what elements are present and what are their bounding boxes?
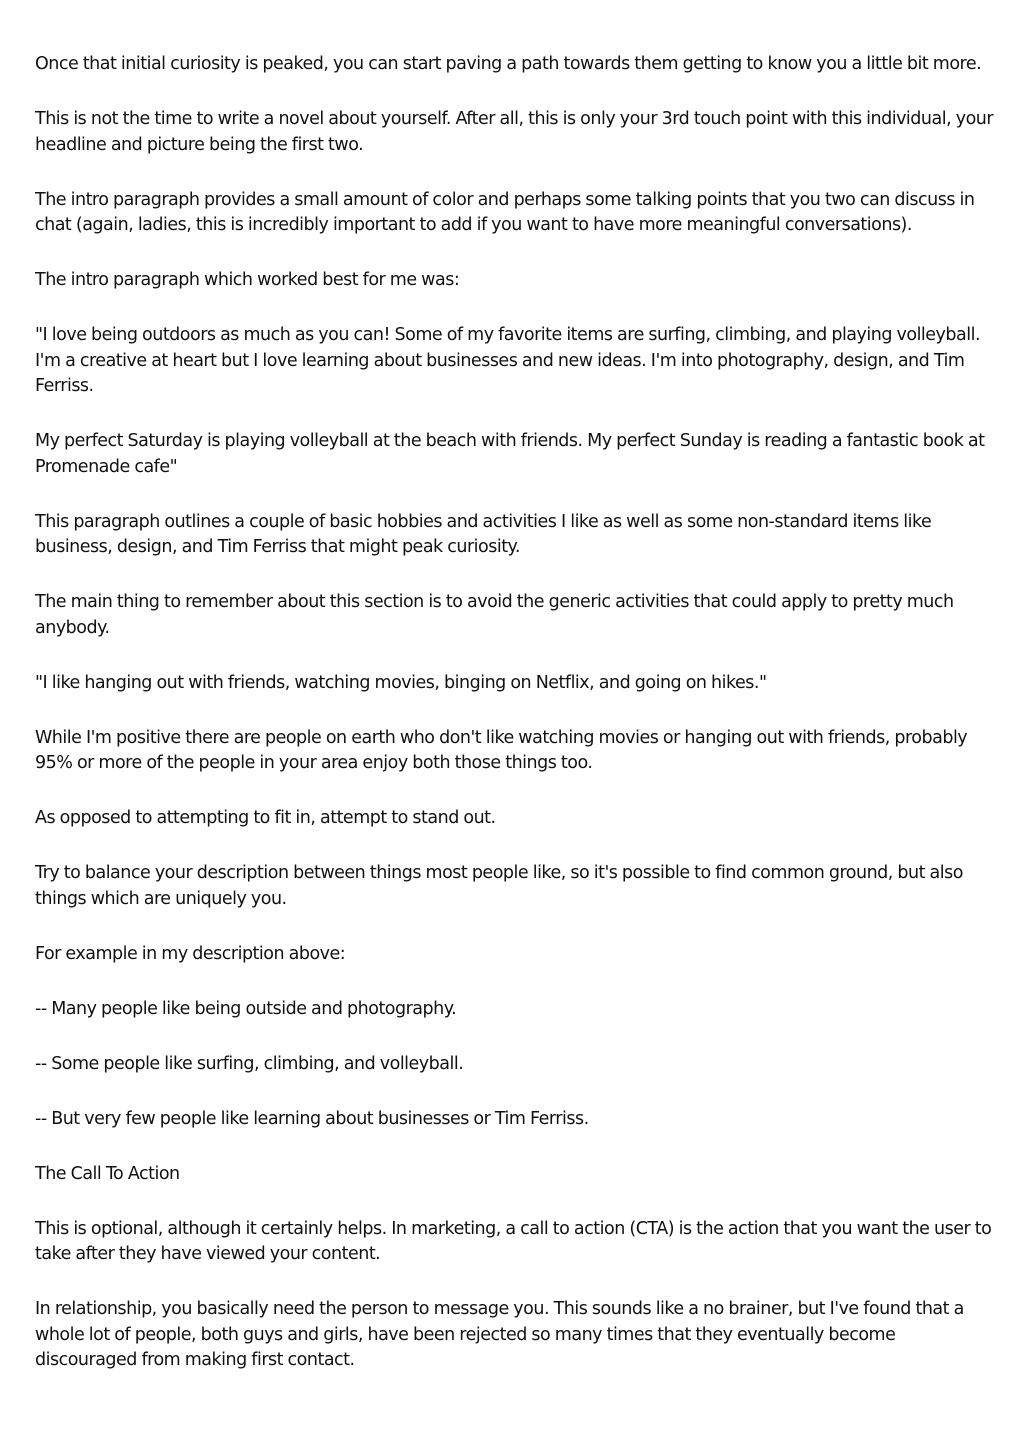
- paragraph-relationship-message: In relationship, you basically need the person to message you. This sounds like a no brainer, but I've found that a whole lot of people, both guys and girls, have been rejected so many times that they eventually become discouraged from making first contact.: [35, 1299, 964, 1370]
- paragraph-common-things: While I'm positive there are people on earth who don't like watching movies or hanging out with friends, probably 95% or more of the people in your area enjoy both those things too.: [35, 727, 968, 773]
- quote-intro-example-continued: My perfect Saturday is playing volleyball at the beach with friends. My perfect Sunday is reading a fantastic book at Promenade cafe": [35, 431, 985, 477]
- paragraph-stand-out: As opposed to attempting to fit in, attempt to stand out.: [35, 808, 496, 828]
- paragraph-curiosity: Once that initial curiosity is peaked, you can start paving a path towards them getting to know you a little bit more.: [35, 54, 982, 74]
- section-heading-call-to-action: The Call To Action: [35, 1163, 180, 1184]
- list-item-few-people: -- But very few people like learning about businesses or Tim Ferriss.: [35, 1108, 589, 1129]
- paragraph-intro-color: The intro paragraph provides a small amount of color and perhaps some talking points that you two can discuss in chat (again, ladies, this is incredibly important to add if you want to have more meaningful conversations).: [35, 189, 975, 235]
- quote-intro-example: "I love being outdoors as much as you can! Some of my favorite items are surfing, climbing, and playing volleyball. I'm a creative at heart but I love learning about businesses and new ideas. I'm into photography, design, and Tim Ferriss.: [35, 325, 981, 396]
- paragraph-balance: Try to balance your description between things most people like, so it's possible to find common ground, but also things which are uniquely you.: [35, 863, 963, 909]
- quote-generic-example: "I like hanging out with friends, watching movies, binging on Netflix, and going on hikes.": [35, 672, 767, 693]
- paragraph-intro-worked-best: The intro paragraph which worked best for me was:: [35, 270, 460, 290]
- paragraph-outline-hobbies: This paragraph outlines a couple of basic hobbies and activities I like as well as some non-standard items like business, design, and Tim Ferriss that might peak curiosity.: [35, 511, 932, 557]
- paragraph-avoid-generic: The main thing to remember about this section is to avoid the generic activities that could apply to pretty much anybody.: [35, 592, 954, 638]
- paragraph-cta-optional: This is optional, although it certainly helps. In marketing, a call to action (CTA) is the action that you want the user to take after they have viewed your content.: [35, 1218, 992, 1264]
- paragraph-example-intro: For example in my description above:: [35, 943, 346, 964]
- list-item-some-people: -- Some people like surfing, climbing, and volleyball.: [35, 1053, 464, 1074]
- paragraph-not-a-novel: This is not the time to write a novel about yourself. After all, this is only your 3rd touch point with this individual, your headline and picture being the first two.: [35, 109, 994, 155]
- document-body: [35, 52, 995, 1403]
- list-item-many-people: -- Many people like being outside and photography.: [35, 998, 457, 1019]
